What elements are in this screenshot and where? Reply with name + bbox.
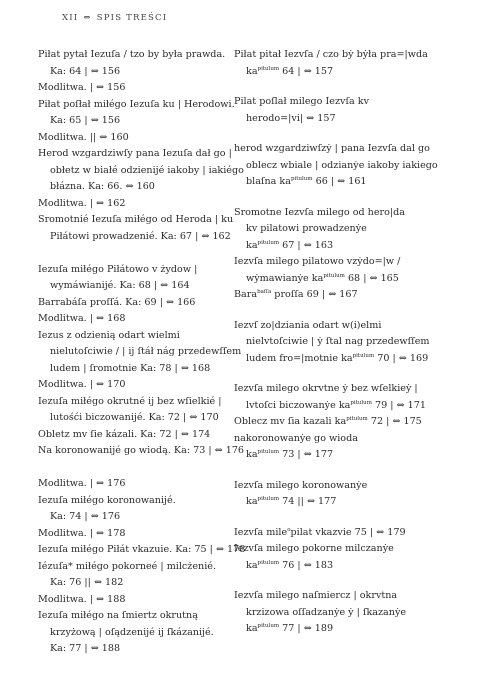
toc-entry: błázna. Ka: 66. ⇔ 160 bbox=[50, 181, 155, 192]
toc-entry: krzizowa oſſadzanẏe ẏ | ſkazanẏe bbox=[246, 606, 407, 618]
toc-entry: Iezvſa milego koronowanẏe bbox=[234, 479, 368, 491]
toc-entry: nielvtoſciwie | ẏ ſtal nag przedewſſem bbox=[246, 336, 430, 347]
toc-entry: Ka: 76 || ⇔ 182 bbox=[50, 577, 124, 588]
toc-entry: Ka: 74 | ⇔ 176 bbox=[50, 511, 121, 522]
toc-entry: nakoronowanẏe go wioda bbox=[234, 432, 358, 444]
toc-entry: Modlitwa. | ⇔ 156 bbox=[38, 82, 126, 93]
toc-entry: Iezuſa miłégo koronowanijé. bbox=[38, 494, 176, 506]
toc-entry: ludem fro=|motnie $ka^{pitulum}$ 70 | ⇔ 169 bbox=[246, 352, 429, 364]
toc-entry: Piłátowi prowadzenié. Ka: 67 | ⇔ 162 bbox=[50, 230, 231, 242]
toc-entry: $ka^{pitulum}$ 77 | ⇔ 189 bbox=[246, 622, 334, 634]
toc-entry: Na koronowanijé go wiodą. Ka: 73 | ⇔ 176 bbox=[38, 445, 245, 456]
toc-entry: Iezuſa miłégo okrutné ij bez wſielkié | bbox=[38, 395, 222, 407]
toc-entry: Iezuſa miłégo Piłát vkazuie. Ka: 75 | ⇔ 178 bbox=[38, 544, 246, 555]
toc-entry: Ka: 77 | ⇔ 188 bbox=[50, 643, 121, 654]
toc-entry: wẏmawianẏe $ka^{pitulum}$ 68 | ⇔ 165 bbox=[246, 272, 399, 284]
toc-entry: Iézuſa* miłégo pokorneé | milcżenié. bbox=[38, 560, 217, 572]
toc-entry: Iezvſa mile$^o$pilat vkazvie 75 | ⇔ 179 bbox=[234, 526, 406, 538]
toc-entry: oblecz wbiale | odzianẏe iakoby iakiego bbox=[246, 159, 438, 171]
toc-entry: Herod wzgardziwſy pana Iezuſa dał go | bbox=[38, 148, 232, 159]
toc-entry: Obletz mv ſie kázali. Ka: 72 | ⇔ 174 bbox=[38, 428, 211, 440]
toc-entry: Oblecz mv ſia kazali $ka^{pitulum}$ 72 | ⇔ 175 bbox=[234, 415, 422, 427]
toc-entry: $ka^{pitulum}$ 67 | ⇔ 163 bbox=[246, 239, 334, 251]
running-head bbox=[62, 13, 167, 23]
toc-entry: nielutoſciwie / | ij ſtáł nág przedewſſem bbox=[50, 346, 242, 357]
toc-entry: obłetz w białé odzienijé iakoby | iakiégo bbox=[50, 164, 244, 176]
toc-entry: Ka: 64 | ⇔ 156 bbox=[50, 65, 121, 77]
toc-entry: $ka^{pitulum}$ 64 | ⇔ 157 bbox=[246, 65, 334, 77]
left-column bbox=[38, 47, 246, 658]
toc-entry: Iezuſa miłégo na ſmiertz okrutną bbox=[38, 610, 198, 621]
toc-entry: Modlitwa. | ⇔ 188 bbox=[38, 593, 126, 605]
toc-entry: Iezvſa milego okrvtne ẏ bez wſelkieẏ | bbox=[234, 383, 418, 394]
running-title: SPIS TREŚCI bbox=[96, 13, 168, 23]
toc-entry: Iezvſa milego naſmiercz | okrvtna bbox=[234, 590, 398, 601]
toc-entry: Iezuſa miłégo Piłátowo v żydow | bbox=[38, 263, 198, 275]
toc-entry: Piłat pytał Iezuſa / tzo by była prawda. bbox=[38, 49, 226, 60]
toc-entry: blaſna $ka^{pitulum}$ 66 | ⇔ 161 bbox=[246, 175, 367, 187]
toc-entry: Modlitwa. | ⇔ 162 bbox=[38, 197, 126, 209]
toc-entry: Iezvſa milego pokorne milczanẏe bbox=[234, 543, 394, 554]
toc-entry: Bara$^{baſſa}$ proſſa 69 | ⇔ 167 bbox=[234, 288, 358, 300]
toc-entry: Iezus z odzienią odart wielmi bbox=[38, 329, 180, 341]
toc-entry: Modlitwa. | ⇔ 170 bbox=[38, 379, 126, 390]
toc-entry: $ka^{pitulum}$ 73 | ⇔ 177 bbox=[246, 448, 334, 460]
toc-entry: $ka^{pitulum}$ 76 | ⇔ 183 bbox=[246, 559, 334, 571]
toc-entry: Sromotne Iezvſa milego od hero|da bbox=[234, 206, 405, 218]
toc-entry: wymáwianijé. Ka: 68 | ⇔ 164 bbox=[50, 280, 190, 291]
page-number: XII bbox=[62, 13, 79, 23]
ornament-icon: ⇔ bbox=[83, 13, 92, 23]
toc-entry: lutośći biczowanijé. Ka: 72 | ⇔ 170 bbox=[50, 412, 219, 423]
toc-entry: herodo=|vi| ⇔ 157 bbox=[246, 112, 336, 124]
toc-entry: Barrabáſa proſſá. Ka: 69 | ⇔ 166 bbox=[38, 296, 196, 308]
toc-entry: $ka^{pitulum}$ 74 || ⇔ 177 bbox=[246, 495, 337, 507]
toc-entry: Piłat pitał Iezvſa / czo bẏ bẏła pra=|wda bbox=[234, 49, 428, 60]
toc-entry: Modlitwa. | ⇔ 176 bbox=[38, 478, 126, 489]
toc-entry: Modlitwa. | ⇔ 168 bbox=[38, 313, 126, 324]
toc-entry: kv pilatowi prowadzenẏe bbox=[246, 223, 367, 234]
toc-entry: Piłat poſłał miłégo Iezuſa ku | Herodowi. bbox=[38, 98, 235, 110]
right-column bbox=[234, 47, 454, 638]
toc-entry: krzyżową | oſądzenijé ij ſkázanijé. bbox=[50, 626, 214, 638]
toc-entry: Ka: 65 | ⇔ 156 bbox=[50, 115, 121, 126]
toc-entry: Iezvſa milego pilatowo vzẏdo=|w / bbox=[234, 256, 401, 267]
toc-entry: Modlitwa. || ⇔ 160 bbox=[38, 131, 129, 143]
toc-entry: Pilat poſlał milego Iezvſa kv bbox=[234, 96, 370, 107]
toc-entry: lvtoſci biczowanẏe $ka^{pitulum}$ 79 | ⇔ 171 bbox=[246, 399, 426, 411]
toc-entry: Iezvſ zo|dziania odart w(i)elmi bbox=[234, 319, 382, 331]
toc-entry: Sromotnié Iezuſa miłégo od Heroda | ku bbox=[38, 214, 234, 225]
toc-entry: Modlitwa. | ⇔ 178 bbox=[38, 527, 126, 539]
toc-entry: ludem | ſromotnie Ka: 78 | ⇔ 168 bbox=[50, 362, 211, 374]
toc-entry: herod wzgardziwſzẏ | pana Iezvſa dal go bbox=[234, 143, 430, 154]
